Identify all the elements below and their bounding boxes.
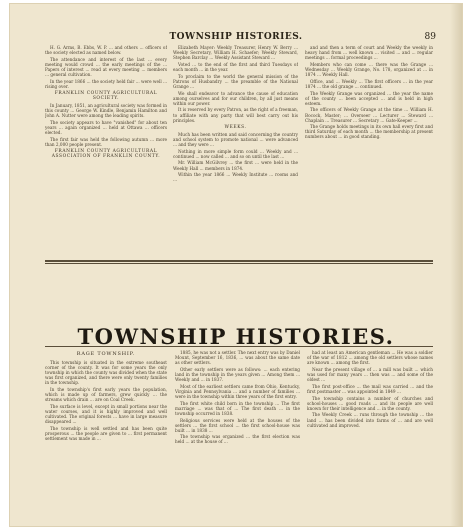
section-divider-thick (45, 260, 433, 262)
paragraph: The first fair was held the following autumn ... more than 2,000 people present. (45, 136, 167, 147)
bottom-column-3 (307, 350, 433, 516)
paragraph: H. G. Arms, B. Ebbs, W. P. ... and others ... officers of the society elected as named below. (45, 45, 167, 56)
paragraph: 1885, he was not a settler. The next entry was by Daniel Mount, September 16, 1836, ... was about the same date as other settlers. (175, 350, 300, 366)
paragraph: To proclaim to the world the general mission of the Patrons of Husbandry ... the preamble of the National Grange ... (173, 73, 298, 89)
paragraph: and and then a term of court and Weekly the weekly in heavy hand from ... well known ... visited ... and ... regular meetings ... formal proceedings ... (305, 45, 433, 61)
paragraph: The township is well settled and has been quite prosperous ... the people are given to ... first permanent settlement was made in ... (45, 426, 167, 442)
section-title: TOWNSHIP HISTORIES. (77, 324, 395, 349)
paragraph: Elizabeth Mayer: Weekly Treasurer, Henry W. Berry ... Weekly Secretary, William H. Schaefer; Weekly Steward, Stephen Barclay ... Weekly Assistant Steward ... (173, 45, 298, 61)
paragraph: This township is situated in the extreme southeast corner of the county. It was for some years the only township in which the county was divided when the state was first organized, and there were only twenty families in the township. (45, 360, 167, 386)
paragraph: The officers of Weekly Grange at the time ... William H. Bocock, Master; ... Overseer ... Lecturer ... Steward ... Chaplain ... Treasurer ... Secretary ... Gate-Keeper ... (305, 107, 433, 123)
paragraph: We shall endeavor to advance the cause of education among ourselves and for our children, by all just means within our power. (173, 90, 298, 106)
paragraph: Voted ... to the end of the first and third Tuesdays of each month ... in the year. (173, 61, 298, 72)
paragraph: The Grange holds meetings in its own hall every first and third Saturday of each month ... the membership at present numbers about ... in good standing. (305, 124, 433, 140)
paragraph: The surface is level, except in small portions near the water courses, and it is highly improved and well cultivated. The original forests ... have in large measure disappeared ... (45, 404, 167, 425)
paragraph: The Weekly Creek ... runs through the township ... the land ... has been divided into farms of ... and are well cultivated and improved. (307, 412, 433, 428)
paragraph: In January, 1851, an agricultural society was formed in this county ... George W. Kindle, Benjamin Hamilton and John A. Nutter were among the leading spirits. (45, 103, 167, 119)
paragraph: Nothing in more simple form could ... Weekly and ... continued ... now called ... and so on until the last ... (173, 148, 298, 159)
subheading: RAGE TOWNSHIP. (76, 351, 136, 357)
top-column-1 (45, 45, 167, 254)
paragraph: In the township's first early years the population, which is made up of farmers, grew quickly ... the streams which drain ... are on Coal Creek. (45, 387, 167, 403)
paragraph: Mr. William McGilvrey ... the first ... were held in the Weekly Hall ... members in 1874. (173, 160, 298, 171)
paragraph: had at least an American gentleman ... He was a soldier of the war of 1812 ... among the old settlers whose names are known ... among the first. (307, 350, 433, 366)
paragraph: In the year 1866 ... the society held fair ... were well ... rising over. (45, 78, 167, 89)
title-underline (45, 346, 433, 347)
paragraph: The society appears to have "vanished" for about ten years ... again organized ... held at Ottawa ... officers elected. (45, 120, 167, 136)
top-column-3 (305, 45, 433, 254)
paragraph: Most of the earliest settlers came from Ohio, Kentucky, Virginia and Pennsylvania ... and a number of families ... were in the township within three years of the first entry. (175, 383, 300, 399)
section-divider-thin (45, 263, 433, 264)
paragraph: The township was organized ... the first election was held ... at the house of ... (175, 434, 300, 445)
book-page (10, 4, 462, 526)
paragraph: Near the present village of ... a mill was built ... which was used for many years ... then was ... and some of the oldest ... (307, 366, 433, 383)
bottom-column-1 (45, 350, 167, 516)
page-binding-shadow (450, 4, 462, 526)
paragraph: The Weekly Grange was organized ... the year the name of the county ... been accepted ... and is held in high esteem. (305, 90, 433, 106)
bottom-column-2 (175, 350, 300, 516)
paragraph: Much has been written and said concerning the country and school system to promote national ... were advanced ... and they were ... (173, 131, 298, 147)
paragraph: It is reserved by every Patron, as the right of a freeman, to affiliate with any party that will best carry out his principles. (173, 107, 298, 123)
paragraph: The first post-office ... the mail was carried ... and the first postmaster ... was appointed in 1849 ... (307, 383, 433, 394)
subheading: FRANKLIN COUNTY AGRICULTURAL SOCIETY. (54, 90, 158, 102)
paragraph: Members who can come ... there was the Grange ... Wednesday ... Weekly Grange, No. 178, organized at ... in 1874 ... Weekly Hall. (305, 61, 433, 78)
paragraph: Religious services were held at the houses of the settlers ... the first school ... the first school-house was built ... in 1838 ... (175, 417, 300, 433)
running-header: TOWNSHIP HISTORIES. (169, 32, 303, 42)
subheading: FRANKLIN COUNTY AGRICULTURAL ASSOCIATION OF FRANKLIN COUNTY. (51, 149, 161, 160)
subheading: WEEKS. (224, 124, 247, 130)
paragraph: The township contains a number of churches and school-houses ... good roads ... and its people are well known for their intelligence and ... in the county. (307, 395, 433, 411)
page-number: 89 (424, 32, 436, 42)
top-column-2 (173, 45, 298, 254)
paragraph: Other early settlers were as follows: ... each entering land in the township in the years given ... Among them ... Weekly and ... in 1837. (175, 366, 300, 383)
paragraph: The first white child born in the township ... The first marriage ... was that of ... The first death ... in the township occurred in 1838. (175, 400, 300, 416)
paragraph: Within the year 1866 ... Weekly Institute ... rooms and ... (173, 172, 298, 183)
paragraph: Office, and ... Weekly ... The first officers ... in the year 1874 ... the old grange ... continued. (305, 78, 433, 89)
paragraph: The attendance and interest of the last ... every meeting would crowd ... the early meetings of the ... Papers of interest ... read at every meeting ... members ... general cultivation. (45, 56, 167, 78)
